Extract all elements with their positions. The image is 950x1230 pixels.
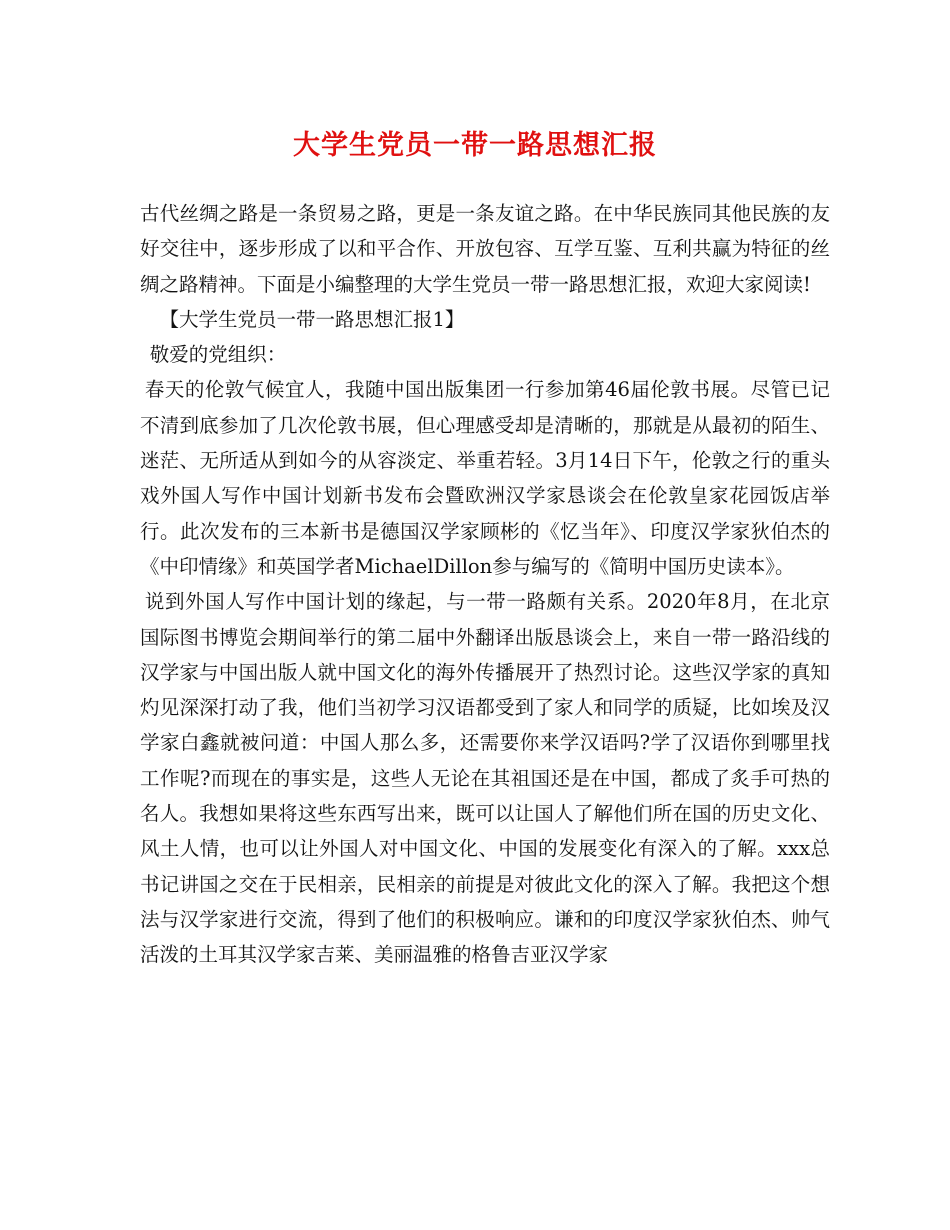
intro-paragraph: 古代丝绸之路是一条贸易之路，更是一条友谊之路。在中华民族同其他民族的友好交往中，逐步形成了以和平合作、开放包容、互学互鉴、互利共赢为特征的丝绸之路精神。下面是小编整理的大学生党员一带一路思想汇报，欢迎大家阅读! (140, 202, 830, 296)
section-heading: 【大学生党员一带一路思想汇报1】 (159, 307, 465, 331)
document-title: 大学生党员一带一路思想汇报 (293, 130, 657, 161)
body-paragraph: 春天的伦敦气候宜人，我随中国出版集团一行参加第46届伦敦书展。尽管已记不清到底参加了几次伦敦书展，但心理感受却是清晰的，那就是从最初的陌生、迷茫、无所适从到如今的从容淡定、举重若轻。3月14日下午，伦敦之行的重头戏外国人写作中国计划新书发布会暨欧洲汉学家恳谈会在伦敦皇家花园饭店举行。此次发布的三本新书是德国汉学家顾彬的《忆当年》、印度汉学家狄伯杰的《中印情缘》和英国学者MichaelDillon参与编写的《简明中国历史读本》。 (140, 378, 830, 578)
document-body (140, 196, 830, 973)
salutation: 敬爱的党组织： (149, 343, 287, 367)
body-paragraph: 说到外国人写作中国计划的缘起，与一带一路颇有关系。2020年8月，在北京国际图书博览会期间举行的第二届中外翻译出版恳谈会上，来自一带一路沿线的汉学家与中国出版人就中国文化的海外传播展开了热烈讨论。这些汉学家的真知灼见深深打动了我，他们当初学习汉语都受到了家人和同学的质疑，比如埃及汉学家白鑫就被问道：中国人那么多，还需要你来学汉语吗?学了汉语你到哪里找工作呢?而现在的事实是，这些人无论在其祖国还是在中国，都成了炙手可热的名人。我想如果将这些东西写出来，既可以让国人了解他们所在国的历史文化、风土人情，也可以让外国人对中国文化、中国的发展变化有深入的了解。xxx总书记讲国之交在于民相亲，民相亲的前提是对彼此文化的深入了解。我把这个想法与汉学家进行交流，得到了他们的积极响应。谦和的印度汉学家狄伯杰、帅气活泼的土耳其汉学家吉莱、美丽温雅的格鲁吉亚汉学家 (140, 590, 830, 967)
